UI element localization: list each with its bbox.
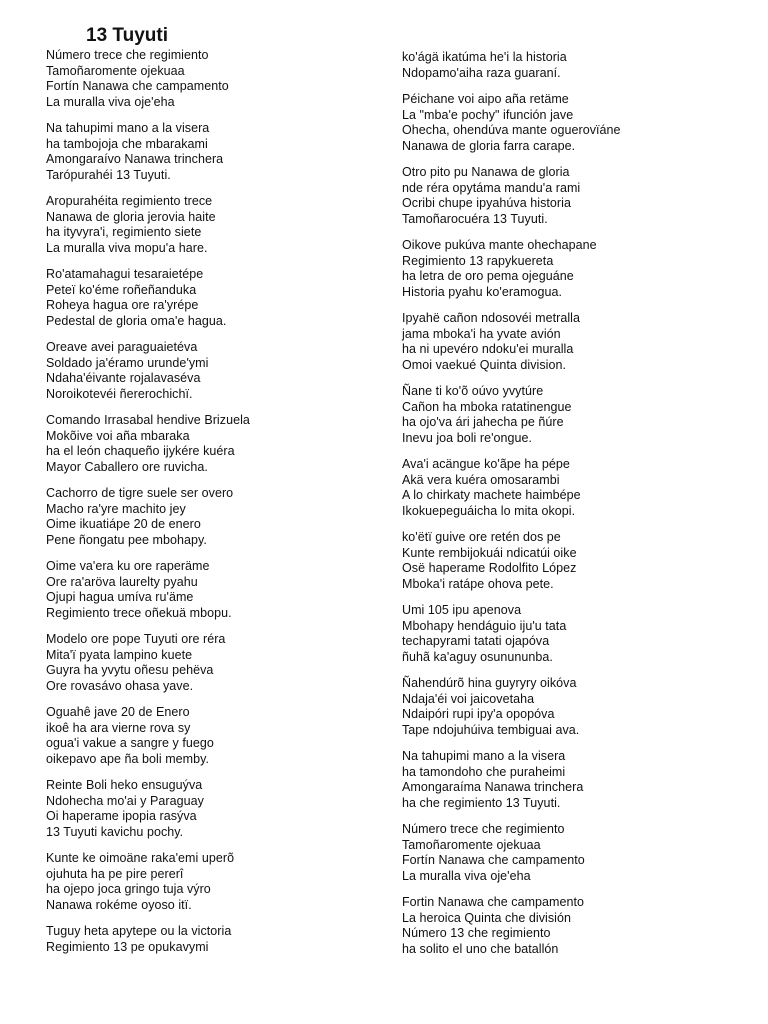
lyric-line: Regimiento 13 rapykuereta — [402, 253, 554, 268]
lyric-line: Ndohecha mo'ai y Paraguay — [46, 793, 204, 808]
lyric-line: nde réra opytáma mandu'a rami — [402, 180, 581, 195]
lyric-line: Na tahupimi mano a la visera — [46, 121, 210, 135]
lyric-line: Comando Irrasabal hendive Brizuela — [46, 413, 250, 427]
lyric-line: Número trece che regimiento — [402, 822, 565, 836]
lyric-line: Oi haperame ipopia rasýva — [46, 809, 197, 823]
lyric-line: Ndaipóri rupi ipy'a opopóva — [402, 707, 555, 721]
lyric-line: A lo chirkaty machete haimbépe — [402, 488, 581, 502]
stanza — [402, 384, 752, 446]
lyric-line: Tape ndojuhúiva tembiguai ava. — [402, 722, 580, 737]
stanza — [402, 165, 752, 227]
lyric-line: Nanawa de gloria jerovia haite — [46, 209, 216, 224]
stanza — [46, 121, 396, 183]
stanza — [46, 48, 396, 110]
lyric-line: Nanawa de gloria farra carape. — [402, 138, 576, 153]
stanza — [46, 559, 396, 621]
lyric-line: Tamoñarocuéra 13 Tuyuti. — [402, 211, 548, 226]
lyric-line: Fortín Nanawa che campamento — [46, 79, 229, 93]
stanza — [46, 486, 396, 548]
lyric-line: Nanawa rokéme oyoso itï. — [46, 897, 192, 912]
lyric-line: Péichane voi aipo aña retäme — [402, 92, 569, 106]
lyric-line: Mayor Caballero ore ruvicha. — [46, 459, 208, 474]
lyric-line: Oguahê jave 20 de Enero — [46, 705, 190, 719]
lyric-line: Ojupi hagua umíva ru'äme — [46, 590, 194, 604]
lyric-line: Modelo ore pope Tuyuti ore réra — [46, 632, 226, 646]
lyric-line: Reinte Boli heko ensuguýva — [46, 778, 203, 792]
lyric-line: Ro'atamahagui tesaraietépe — [46, 267, 204, 281]
lyric-line: Soldado ja'éramo urunde'ymi — [46, 355, 209, 370]
stanza — [46, 705, 396, 767]
lyric-line: Oime va'era ku ore raperäme — [46, 559, 210, 573]
lyric-line: Mboka'i ratápe ohova pete. — [402, 576, 554, 591]
stanza — [402, 676, 752, 738]
lyric-line: Número trece che regimiento — [46, 48, 209, 62]
lyric-line: Tuguy heta apytepe ou la victoria — [46, 924, 232, 938]
lyric-line: La muralla viva mopu'a hare. — [46, 240, 208, 255]
lyric-line: Akä vera kuéra omosarambi — [402, 472, 560, 487]
lyric-line: Macho ra'yre machito jey — [46, 501, 186, 516]
stanza — [46, 924, 396, 955]
lyric-line: techapyrami tatati ojapóva — [402, 634, 550, 648]
lyric-line: ha tambojoja che mbarakami — [46, 136, 208, 151]
stanza — [46, 632, 396, 694]
left-column — [46, 48, 396, 966]
stanza — [402, 749, 752, 811]
lyric-line: Ndaha'éivante rojalavaséva — [46, 371, 201, 385]
lyric-line: Ore rovasávo ohasa yave. — [46, 678, 194, 693]
lyric-line: ha letra de oro pema ojeguáne — [402, 269, 574, 283]
stanza — [46, 778, 396, 840]
lyric-line: Regimiento trece oñekuä mbopu. — [46, 605, 232, 620]
lyric-line: Pene ñongatu pee mbohapy. — [46, 532, 207, 547]
lyric-line: Umi 105 ipu apenova — [402, 603, 522, 617]
lyric-line: ikoê ha ara vierne rova sy — [46, 720, 191, 735]
lyric-line: Kunte rembijokuái ndicatúi oike — [402, 545, 577, 560]
stanza — [402, 530, 752, 592]
lyric-line: ha ityvyra'i, regimiento siete — [46, 225, 202, 239]
stanza — [402, 822, 752, 884]
stanza — [402, 603, 752, 665]
lyric-line: Na tahupimi mano a la visera — [402, 749, 566, 763]
lyric-line: Tamoñaromente ojekuaa — [46, 63, 185, 78]
lyric-line: Ohecha, ohendúva mante oguerovïáne — [402, 123, 621, 137]
lyric-line: Ikokuepeguáicha lo mita okopi. — [402, 503, 576, 518]
stanza — [402, 311, 752, 373]
lyric-line: Ndopamo'aiha raza guaraní. — [402, 65, 561, 80]
lyric-line: Omoi vaekué Quinta division. — [402, 357, 566, 372]
lyric-line: Otro pito pu Nanawa de gloria — [402, 165, 570, 179]
lyric-line: Ñahendúrõ hina guyryry oikóva — [402, 676, 577, 690]
lyric-line: ha solito el uno che batallón — [402, 941, 559, 956]
right-column — [402, 50, 752, 968]
lyric-line: Amongaraíma Nanawa trinchera — [402, 780, 584, 794]
page-title: 13 Tuyuti — [86, 25, 168, 46]
lyric-line: ko'ágä ikatúma he'i la historia — [402, 50, 567, 64]
lyric-line: ha ni upevéro ndoku'ei muralla — [402, 342, 574, 356]
lyric-line: Amongaraívo Nanawa trinchera — [46, 152, 224, 166]
stanza — [46, 851, 396, 913]
lyric-line: Aropurahéita regimiento trece — [46, 194, 213, 208]
lyric-line: oikepavo ape ña boli memby. — [46, 751, 210, 766]
lyric-line: Oreave avei paraguaietéva — [46, 340, 198, 354]
lyric-line: Oikove pukúva mante ohechapane — [402, 238, 597, 252]
lyric-line: La "mba'e pochy" ifunción jave — [402, 107, 574, 122]
stanza — [402, 238, 752, 300]
stanza — [46, 194, 396, 256]
lyric-line: Ore ra'aröva laurelty pyahu — [46, 574, 198, 589]
lyric-line: Pedestal de gloria oma'e hagua. — [46, 313, 227, 328]
lyric-line: 13 Tuyuti kavichu pochy. — [46, 824, 184, 839]
lyric-line: ha che regimiento 13 Tuyuti. — [402, 795, 561, 810]
lyric-line: Mita'ï pyata lampino kuete — [46, 647, 193, 662]
lyric-line: Osë haperame Rodolfito López — [402, 561, 577, 575]
lyric-line: Peteï ko'éme roñeñanduka — [46, 282, 197, 297]
lyric-line: Roheya hagua ore ra'yrépe — [46, 298, 199, 312]
lyric-line: ogua'i vakue a sangre y fuego — [46, 736, 214, 750]
lyric-line: Número 13 che regimiento — [402, 926, 551, 940]
lyric-line: Inevu joa boli re'ongue. — [402, 430, 533, 445]
lyric-line: Fortin Nanawa che campamento — [402, 895, 585, 909]
lyric-line: ha tamondoho che puraheimi — [402, 764, 566, 779]
lyric-line: La muralla viva oje'eha — [46, 94, 175, 109]
lyric-line: ha ojo'va ári jahecha pe ñúre — [402, 415, 564, 429]
lyric-line: Cañon ha mboka ratatinengue — [402, 399, 572, 414]
lyric-line: ko'ëtï guive ore retén dos pe — [402, 530, 561, 544]
stanza — [46, 267, 396, 329]
lyric-line: Guyra ha yvytu oñesu pehëva — [46, 663, 214, 677]
lyric-line: Noroikotevéi ñererochichï. — [46, 386, 193, 401]
lyric-line: Historia pyahu ko'eramogua. — [402, 284, 563, 299]
stanza — [402, 92, 752, 154]
stanza — [402, 50, 752, 81]
lyric-line: Ipyahë cañon ndosovéi metralla — [402, 311, 581, 325]
lyric-line: Cachorro de tigre suele ser overo — [46, 486, 234, 500]
lyric-line: Ndaja'éi voi jaicovetaha — [402, 691, 535, 706]
lyric-line: Kunte ke oimoäne raka'emi uperõ — [46, 851, 235, 865]
lyric-line: ha ojepo joca gringo tuja výro — [46, 882, 211, 896]
lyric-line: Ñane ti ko'õ oúvo yvytúre — [402, 384, 544, 398]
lyric-line: Regimiento 13 pe opukavymi — [46, 939, 209, 954]
lyric-line: Mokõive voi aña mbaraka — [46, 428, 190, 443]
stanza — [402, 457, 752, 519]
stanza — [46, 413, 396, 475]
lyric-line: Tarópurahéi 13 Tuyuti. — [46, 167, 171, 182]
lyric-line: ñuhã ka'aguy osunununba. — [402, 649, 553, 664]
lyric-line: Fortín Nanawa che campamento — [402, 853, 585, 867]
lyric-line: La heroica Quinta che división — [402, 910, 571, 925]
stanza — [46, 340, 396, 402]
lyric-line: ha el león chaqueño ijykére kuéra — [46, 444, 235, 458]
lyric-line: Tamoñaromente ojekuaa — [402, 837, 541, 852]
lyric-line: La muralla viva oje'eha — [402, 868, 531, 883]
lyric-line: Ava'i acängue ko'ãpe ha pépe — [402, 457, 570, 471]
lyric-line: Mbohapy hendáguio iju'u tata — [402, 618, 567, 633]
lyric-line: ojuhuta ha pe pire pererî — [46, 866, 184, 881]
lyric-line: Oime ikuatiápe 20 de enero — [46, 517, 201, 531]
lyric-line: jama mboka'i ha yvate avión — [402, 326, 561, 341]
stanza — [402, 895, 752, 957]
lyric-line: Ocribi chupe ipyahúva historia — [402, 196, 571, 210]
